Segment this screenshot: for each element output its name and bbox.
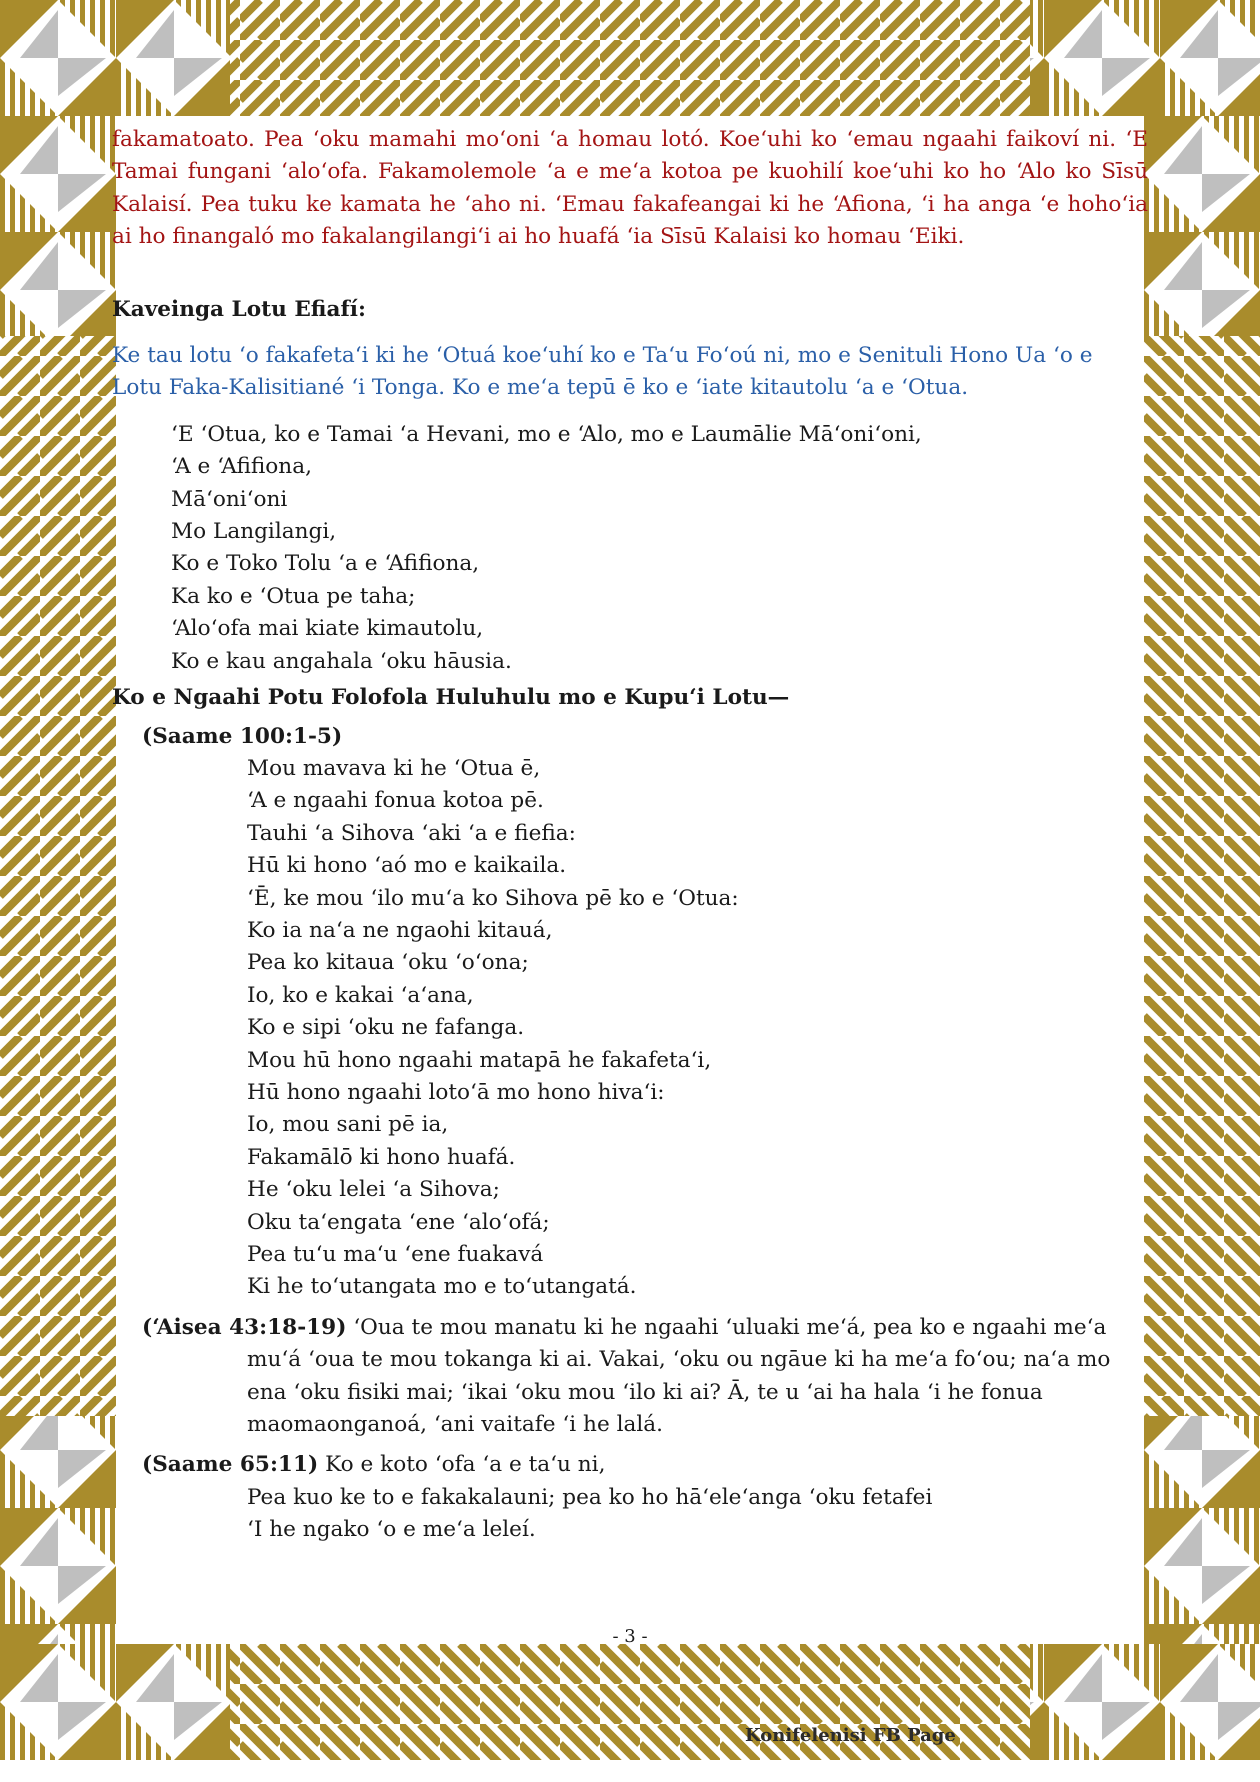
- verse-line: He ‘oku lelei ‘a Sihova;: [247, 1177, 500, 1203]
- verse-line: Tauhi ‘a Sihova ‘aki ‘a e fiefia:: [247, 820, 576, 846]
- call-to-worship-heading: Kaveinga Lotu Efiafí:: [112, 296, 366, 322]
- verse-line: Mou mavava ki he ‘Otua ē,: [247, 755, 541, 781]
- verse-line: Oku ta‘engata ‘ene ‘alo‘ofá;: [247, 1209, 550, 1235]
- verse-line: Fakamālō ki hono huafá.: [247, 1144, 516, 1170]
- page-number: - 3 -: [612, 1626, 648, 1647]
- prayer-line: Mā‘oni‘oni: [171, 486, 288, 512]
- prayer-line: Mo Langilangi,: [171, 519, 337, 545]
- isaiah-paragraph: [142, 1312, 1148, 1442]
- isaiah-reference: (‘Aisea 43:18-19): [142, 1314, 347, 1340]
- verse-line: Pea kuo ke to e fakakalauni; pea ko ho hā‘ele‘anga ‘oku fetafei: [247, 1484, 933, 1510]
- intro-prayer-end: fakamatoato. Pea ‘oku mamahi mo‘oni ‘a homau lotó. Koe‘uhi ko ‘emau ngaahi faikoví ni. ‘E Tamai fungani ‘alo‘ofa. Fakamolemole ‘a e me‘a kotoa pe kuohilí koe‘uhi ko ho ‘Alo ko Sīsū Kalaisí. Pea tuku ke kamata he ‘aho ni. ‘Emau fakafeangai ki he ‘Afiona, ‘i ha anga ‘e hoho‘ia ai ho finangaló mo fakalangilangi‘i ai ho huafá ‘ia Sīsū Kalaisi ko homau ‘Eiki.: [112, 127, 1148, 250]
- border-bottom: [0, 1644, 1260, 1760]
- invocation-prayer: [112, 419, 1148, 678]
- verse-line: Hū hono ngaahi loto‘ā mo hono hiva‘i:: [247, 1079, 665, 1105]
- prayer-line: Ko e Toko Tolu ‘a e ‘Afifiona,: [171, 551, 480, 577]
- border-right: [1144, 116, 1260, 1644]
- verse-line: ‘A e ngaahi fonua kotoa pē.: [247, 788, 544, 814]
- isaiah-reading: [112, 1312, 1148, 1442]
- psalm-65-first-line: [142, 1449, 1148, 1481]
- psalm-100-reference: (Saame 100:1-5): [142, 723, 343, 749]
- psalm-65-reading: [112, 1449, 1148, 1546]
- psalm-100-text: [112, 753, 1148, 1304]
- prayer-line: ‘Alo‘ofa mai kiate kimautolu,: [171, 616, 484, 642]
- verse-line: Pea tu‘u ma‘u ‘ene fuakavá: [247, 1242, 544, 1267]
- prayer-line: Ka ko e ‘Otua pe taha;: [171, 583, 416, 609]
- border-left: [0, 116, 116, 1644]
- verse-line: Ko ia na‘a ne ngaohi kitauá,: [247, 917, 553, 943]
- verse-line: ‘Ē, ke mou ‘ilo mu‘a ko Sihova pē ko e ‘Otua:: [247, 885, 739, 911]
- isaiah-text: ‘Oua te mou manatu ki he ngaahi ‘uluaki me‘á, pea ko e ngaahi me‘a mu‘á ‘oua te mou tokanga ki ai. Vakai, ‘oku ou ngāue ki ha me‘a fo‘ou; na‘a mo ena ‘oku fisiki mai; ‘ikai ‘oku mou ‘ilo ki ai? Ā, te u ‘ai ha hala ‘i he fonua maomaonganoá, ‘ani vaitafe ‘i he lalá.: [247, 1314, 1111, 1438]
- verse-line: Io, mou sani pē ia,: [247, 1112, 449, 1138]
- verse-line: Ko e sipi ‘oku ne fafanga.: [247, 1015, 525, 1041]
- border-top: [0, 0, 1260, 116]
- verse-line: Io, ko e kakai ‘a‘ana,: [247, 982, 474, 1008]
- verse-line: Pea ko kitaua ‘oku ‘o‘ona;: [247, 950, 529, 976]
- psalm-65-reference: (Saame 65:11): [142, 1452, 319, 1478]
- readings-heading: Ko e Ngaahi Potu Folofola Huluhulu mo e Kupu‘i Lotu—: [112, 685, 790, 711]
- page-content: [112, 124, 1148, 1547]
- footer-note: Konifelenisi FB Page: [745, 1725, 956, 1746]
- call-to-worship-statement: Ke tau lotu ‘o fakafeta‘i ki he ‘Otuá koe‘uhí ko e Ta‘u Fo‘oú ni, mo e Senituli Hono Ua ‘o e Lotu Faka-Kalisitiané ‘i Tonga. Ko e me‘a tepū ē ko e ‘iate kitautolu ‘a e ‘Otua.: [112, 343, 1093, 401]
- verse-line: Ki he to‘utangata mo e to‘utangatá.: [247, 1274, 637, 1300]
- psalm-65-opening: Ko e koto ‘ofa ‘a e ta‘u ni,: [325, 1452, 606, 1478]
- verse-line: Mou hū hono ngaahi matapā he fakafeta‘i,: [247, 1047, 712, 1073]
- verse-line: Hū ki hono ‘aó mo e kaikaila.: [247, 853, 567, 879]
- verse-line: ‘I he ngako ‘o e me‘a leleí.: [247, 1517, 536, 1543]
- psalm-65-continuation: [142, 1482, 1148, 1547]
- prayer-line: ‘A e ‘Afifiona,: [171, 454, 312, 480]
- prayer-line: Ko e kau angahala ‘oku hāusia.: [171, 648, 512, 674]
- prayer-line: ‘E ‘Otua, ko e Tamai ‘a Hevani, mo e ‘Alo, mo e Laumālie Mā‘oni‘oni,: [171, 421, 922, 447]
